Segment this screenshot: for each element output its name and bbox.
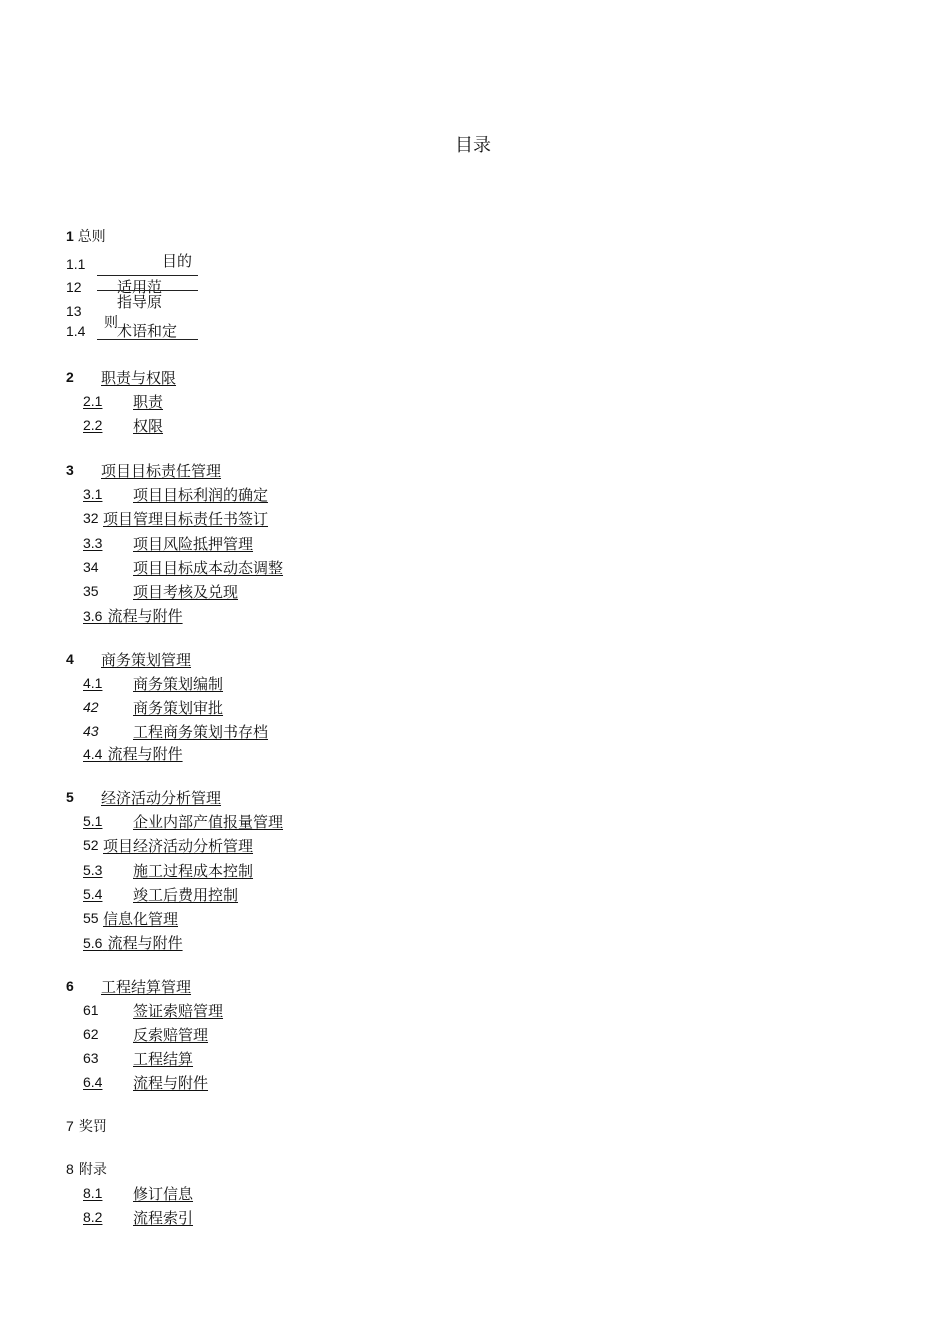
toc-entry-3-1[interactable]: 项目目标利润的确定	[133, 486, 269, 504]
toc-entry-5-3-number: 5.3	[83, 862, 103, 878]
toc-section-5[interactable]: 经济活动分析管理	[101, 789, 222, 807]
toc-label: 流程与附件	[107, 745, 183, 763]
toc-entry-1-2[interactable]: 适用范	[117, 278, 163, 296]
toc-label: 流程与附件	[107, 607, 183, 625]
toc-entry-3-2[interactable]: 项目管理目标责任书签订	[103, 510, 269, 528]
toc-entry-8-2-number: 8.2	[83, 1209, 103, 1225]
toc-entry-1-1-number: 1.1	[66, 256, 86, 272]
toc-entry-1-2-number: 12	[66, 279, 82, 295]
toc-entry-5-6[interactable]	[83, 932, 183, 953]
toc-entry-5-4-number: 5.4	[83, 886, 103, 902]
toc-entry-4-3[interactable]: 工程商务策划书存档	[133, 723, 269, 741]
toc-section-1[interactable]	[66, 226, 106, 246]
toc-entry-6-2-number: 62	[83, 1026, 99, 1042]
toc-entry-5-2-number: 52	[83, 837, 99, 853]
toc-entry-2-1-number: 2.1	[83, 393, 103, 409]
toc-entry-4-4[interactable]	[83, 743, 183, 764]
toc-entry-5-3[interactable]: 施工过程成本控制	[133, 862, 254, 880]
toc-entry-4-2-number: 42	[83, 699, 99, 715]
toc-entry-2-2[interactable]: 权限	[133, 417, 164, 435]
toc-section-4-number: 4	[66, 651, 74, 667]
toc-section-6-number: 6	[66, 978, 74, 994]
toc-label: 总则	[77, 229, 106, 245]
toc-entry-5-4[interactable]: 竣工后费用控制	[133, 886, 239, 904]
toc-entry-4-3-number: 43	[83, 723, 99, 739]
toc-entry-2-1[interactable]: 职责	[133, 393, 164, 411]
toc-section-2[interactable]: 职责与权限	[101, 369, 177, 387]
toc-entry-3-6[interactable]	[83, 605, 183, 626]
toc-section-5-number: 5	[66, 789, 74, 805]
toc-number: 8	[66, 1161, 74, 1177]
toc-label: 流程与附件	[107, 934, 183, 952]
toc-entry-5-1-number: 5.1	[83, 813, 103, 829]
toc-entry-5-5[interactable]: 信息化管理	[103, 910, 179, 928]
toc-entry-5-1[interactable]: 企业内部产值报量管理	[133, 813, 284, 831]
toc-section-3-number: 3	[66, 462, 74, 478]
toc-number: 7	[66, 1118, 74, 1134]
toc-entry-1-4[interactable]: 术语和定	[117, 322, 178, 340]
toc-entry-4-1-number: 4.1	[83, 675, 103, 691]
toc-entry-5-5-number: 55	[83, 910, 99, 926]
toc-entry-3-5[interactable]: 项目考核及兑现	[133, 583, 239, 601]
toc-section-2-number: 2	[66, 369, 74, 385]
toc-entry-1-3-number: 13	[66, 303, 82, 319]
toc-entry-6-4-number: 6.4	[83, 1074, 103, 1090]
toc-entry-8-2[interactable]: 流程索引	[133, 1209, 194, 1227]
toc-entry-1-4-number: 1.4	[66, 323, 86, 339]
toc-entry-6-3[interactable]: 工程结算	[133, 1050, 194, 1068]
toc-section-3[interactable]: 项目目标责任管理	[101, 462, 222, 480]
toc-leader-line	[97, 339, 198, 340]
toc-entry-2-2-number: 2.2	[83, 417, 103, 433]
toc-entry-8-1[interactable]: 修订信息	[133, 1185, 194, 1203]
page-title: 目录	[455, 135, 491, 156]
toc-entry-4-1[interactable]: 商务策划编制	[133, 675, 224, 693]
toc-number: 3.6	[83, 608, 103, 624]
toc-label: 奖罚	[78, 1119, 107, 1135]
toc-section-7[interactable]	[66, 1116, 107, 1136]
toc-entry-6-1-number: 61	[83, 1002, 99, 1018]
toc-entry-3-1-number: 3.1	[83, 486, 103, 502]
toc-entry-6-2[interactable]: 反索赔管理	[133, 1026, 209, 1044]
toc-section-6[interactable]: 工程结算管理	[101, 978, 192, 996]
toc-entry-8-1-number: 8.1	[83, 1185, 103, 1201]
toc-entry-1-3-wrap: 则	[104, 315, 118, 331]
toc-entry-6-1[interactable]: 签证索赔管理	[133, 1002, 224, 1020]
toc-entry-3-5-number: 35	[83, 583, 99, 599]
toc-entry-6-4[interactable]: 流程与附件	[133, 1074, 209, 1092]
toc-section-8[interactable]	[66, 1159, 107, 1179]
toc-entry-1-3[interactable]: 指导原	[117, 293, 163, 311]
toc-entry-6-3-number: 63	[83, 1050, 99, 1066]
toc-entry-1-1[interactable]: 目的	[162, 252, 193, 270]
toc-entry-4-2[interactable]: 商务策划审批	[133, 699, 224, 717]
toc-entry-5-2[interactable]: 项目经济活动分析管理	[103, 837, 254, 855]
toc-entry-3-4[interactable]: 项目目标成本动态调整	[133, 559, 284, 577]
toc-section-4[interactable]: 商务策划管理	[101, 651, 192, 669]
toc-number: 4.4	[83, 746, 103, 762]
toc-label: 附录	[78, 1162, 107, 1178]
toc-entry-3-3-number: 3.3	[83, 535, 103, 551]
toc-entry-3-3[interactable]: 项目风险抵押管理	[133, 535, 254, 553]
toc-number: 5.6	[83, 935, 103, 951]
toc-entry-3-2-number: 32	[83, 510, 99, 526]
toc-number: 1	[66, 228, 74, 244]
toc-entry-3-4-number: 34	[83, 559, 99, 575]
